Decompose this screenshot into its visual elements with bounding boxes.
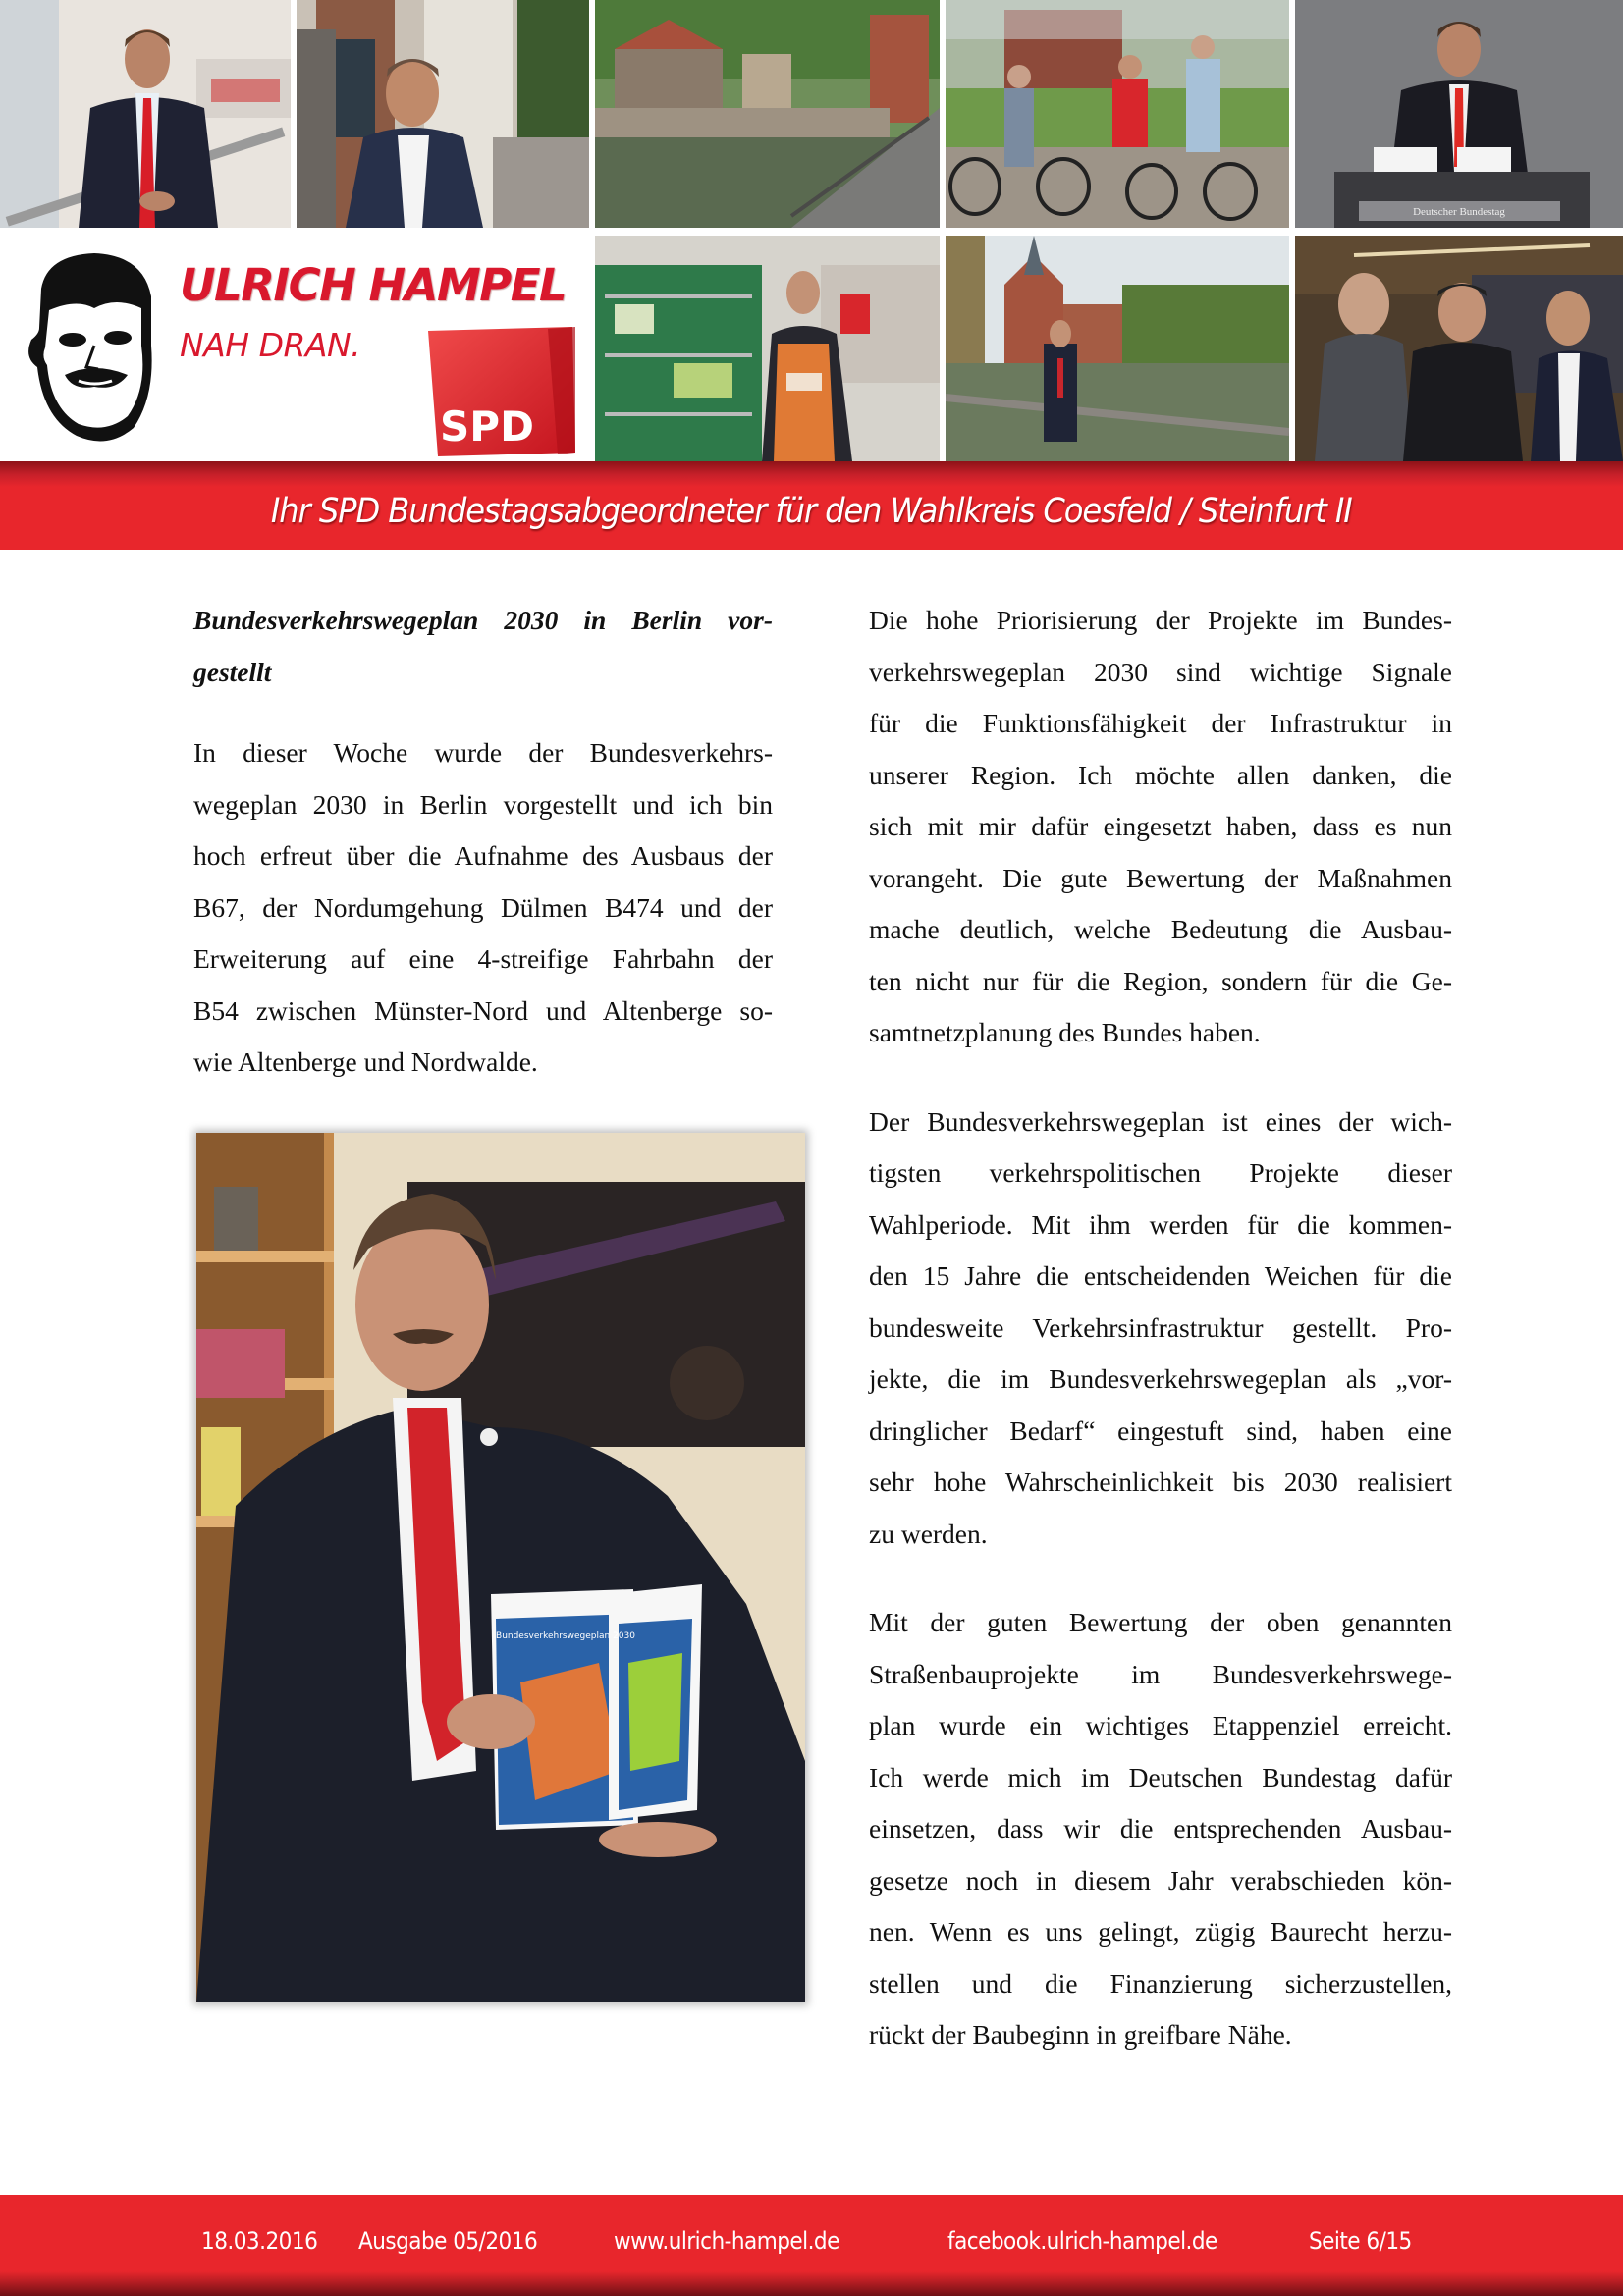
brand-slogan: NAH DRAN. — [180, 326, 361, 364]
article-title-line: gestellt — [193, 656, 272, 687]
footer-website-link[interactable]: www.ulrich-hampel.de — [614, 2227, 839, 2255]
text-line: einsetzen, dass wir die entsprechenden Ausbau- — [869, 1813, 1452, 1843]
text-line: Wahlperiode. Mit ihm werden für die kommen- — [869, 1208, 1452, 1240]
footer-page-number: Seite 6/15 — [1309, 2227, 1412, 2255]
article-paragraph — [193, 727, 773, 1089]
article-title — [193, 595, 773, 698]
article-left-column — [193, 595, 773, 1126]
svg-text:Deutscher Bundestag: Deutscher Bundestag — [1413, 206, 1505, 218]
footer-facebook-link[interactable]: facebook.ulrich-hampel.de — [947, 2227, 1217, 2255]
text-line: sich mit mir dafür eingesetzt haben, dass es nun — [869, 811, 1452, 841]
text-line: zu werden. — [869, 1518, 988, 1549]
text-line: für die Funktionsfähigkeit der Infrastruktur in — [869, 708, 1452, 738]
text-line: jekte, die im Bundesverkehrswegeplan als „vor- — [869, 1363, 1452, 1394]
article-paragraph — [869, 595, 1452, 1059]
banner-text: Ihr SPD Bundestagsabgeordneter für den Wahlkreis Coesfeld / Steinfurt II — [271, 492, 1352, 531]
text-line: Ich werde mich im Deutschen Bundestag dafür — [869, 1761, 1452, 1792]
text-line: plan wurde ein wichtiges Etappenziel erreicht. — [869, 1710, 1452, 1740]
text-line: dringlicher Bedarf“ eingestuft sind, haben eine — [869, 1415, 1452, 1446]
photo-workshop-talk — [1295, 236, 1623, 461]
photo-cyclists — [946, 0, 1289, 228]
brand-name: ULRICH HAMPEL — [180, 259, 567, 311]
footer-date: 18.03.2016 — [201, 2227, 318, 2255]
text-line: rückt der Baubeginn in greifbare Nähe. — [869, 2019, 1292, 2050]
text-line: Mit der guten Bewertung der oben genannten — [869, 1607, 1452, 1637]
text-line: hoch erfreut über die Aufnahme des Ausbaus der — [193, 840, 773, 871]
text-line: Der Bundesverkehrswegeplan ist eines der wich- — [869, 1105, 1452, 1137]
article-title-line: Bundesverkehrswegeplan 2030 in Berlin vor- — [193, 605, 773, 635]
text-line: vorangeht. Die gute Bewertung der Maßnahmen — [869, 862, 1452, 893]
text-line: sehr hohe Wahrscheinlichkeit bis 2030 realisiert — [869, 1467, 1452, 1497]
page-footer — [0, 2195, 1623, 2296]
spd-logo-icon — [420, 327, 577, 460]
text-line: B67, der Nordumgehung Dülmen B474 und der — [193, 891, 773, 923]
article-photo — [196, 1133, 805, 2002]
text-line: ten nicht nur für die Region, sondern für die Ge- — [869, 965, 1452, 996]
photo-portrait-hallway — [0, 0, 291, 228]
text-line: mache deutlich, welche Bedeutung die Ausbau- — [869, 914, 1452, 944]
text-line: Die hohe Priorisierung der Projekte im Bundes- — [869, 605, 1452, 635]
article-right-column — [869, 595, 1452, 2099]
article-paragraph — [869, 1597, 1452, 2061]
photo-portrait-street — [297, 0, 589, 228]
text-line: In dieser Woche wurde der Bundesverkehrs- — [193, 737, 773, 768]
text-line: den 15 Jahre die entscheidenden Weichen für die — [869, 1260, 1452, 1291]
text-line: bundesweite Verkehrsinfrastruktur gestellt. Pro- — [869, 1311, 1452, 1343]
svg-text:Bundesverkehrswegeplan 2030: Bundesverkehrswegeplan 2030 — [496, 1631, 635, 1641]
text-line: samtnetzplanung des Bundes haben. — [869, 1017, 1261, 1047]
text-line: tigsten verkehrspolitischen Projekte dieser — [869, 1157, 1452, 1188]
text-line: Erweiterung auf eine 4-streifige Fahrbahn der — [193, 943, 773, 974]
text-line: B54 zwischen Münster-Nord und Altenberge so- — [193, 994, 773, 1026]
text-line: gesetze noch in diesem Jahr verabschieden kön- — [869, 1864, 1452, 1896]
photo-bundestag-speech — [1295, 0, 1623, 228]
constituency-banner — [0, 461, 1623, 550]
photo-castle-moat — [595, 0, 940, 228]
text-line: Straßenbauprojekte im Bundesverkehrswege- — [869, 1658, 1452, 1689]
footer-issue: Ausgabe 05/2016 — [358, 2227, 538, 2255]
text-line: wegeplan 2030 in Berlin vorgestellt und ich bin — [193, 788, 773, 820]
text-line: wie Altenberge und Nordwalde. — [193, 1046, 538, 1077]
text-line: unserer Region. Ich möchte allen danken, die — [869, 759, 1452, 790]
header-photo-mosaic — [0, 0, 1623, 461]
text-line: verkehrswegeplan 2030 sind wichtige Signale — [869, 656, 1452, 687]
text-line: nen. Wenn es uns gelingt, zügig Baurecht herzu- — [869, 1916, 1452, 1947]
brand-logo-area — [0, 236, 589, 461]
svg-text:SPD: SPD — [440, 402, 534, 451]
article-paragraph — [869, 1096, 1452, 1561]
photo-food-bank — [595, 236, 940, 461]
portrait-sketch-icon — [18, 249, 163, 446]
photo-moated-castle — [946, 236, 1289, 461]
text-line: stellen und die Finanzierung sicherzustellen, — [869, 1967, 1452, 1999]
